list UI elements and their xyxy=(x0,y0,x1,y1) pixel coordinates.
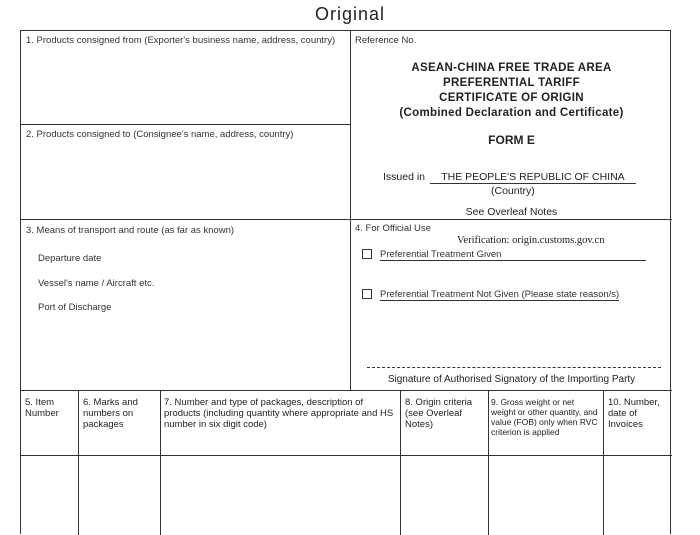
vessel-name-label: Vessel's name / Aircraft etc. xyxy=(38,278,155,289)
not-given-checkbox[interactable] xyxy=(362,289,372,299)
certificate-heading xyxy=(351,61,672,121)
document-title: Original xyxy=(314,4,386,24)
box1-label: 1. Products consigned from (Exporter's business name, address, country) xyxy=(26,35,336,46)
heading-line-2: PREFERENTIAL TARIFF xyxy=(443,77,580,89)
divider-middle-lower xyxy=(21,390,672,391)
col-divider-2 xyxy=(160,390,161,535)
heading-line-1: ASEAN-CHINA FREE TRADE AREA xyxy=(411,62,612,74)
col-header-weight-value: 9. Gross weight or net weight or other quantity, and value (FOB) only when RVC criterion is applied xyxy=(491,397,598,437)
form-e-label: FORM E xyxy=(488,133,535,147)
col-header-item-number: 5. Item Number xyxy=(25,397,59,419)
heading-line-4: (Combined Declaration and Certificate) xyxy=(399,107,624,119)
heading-line-3: CERTIFICATE OF ORIGIN xyxy=(439,92,584,104)
signature-line xyxy=(367,367,661,368)
col-divider-1 xyxy=(78,390,79,535)
not-given-label: Preferential Treatment Not Given (Please state reason/s) xyxy=(380,289,620,300)
given-checkbox[interactable] xyxy=(362,249,372,259)
verification-text: Verification: origin.customs.gov.cn xyxy=(457,235,605,246)
divider-upper-middle xyxy=(21,219,672,220)
col-header-description: 7. Number and type of packages, description of products (including quantity where appropriate and HS number in six digit code) xyxy=(164,397,394,430)
issued-in-label: Issued in xyxy=(383,171,426,183)
signature-caption: Signature of Authorised Signatory of the Importing Party xyxy=(387,374,636,385)
col-divider-5 xyxy=(603,390,604,535)
departure-date-label: Departure date xyxy=(38,253,102,264)
certificate-form xyxy=(20,30,671,534)
col-header-invoices: 10. Number, date of Invoices xyxy=(608,397,660,430)
see-overleaf-notes: See Overleaf Notes xyxy=(465,206,558,218)
box2-label: 2. Products consigned to (Consignee's name, address, country) xyxy=(26,129,294,140)
country-caption: (Country) xyxy=(491,185,535,197)
issued-in-row xyxy=(383,171,663,184)
option-treatment-given xyxy=(362,249,646,261)
col-header-marks: 6. Marks and numbers on packages xyxy=(83,397,138,430)
col-divider-3 xyxy=(400,390,401,535)
box3-label: 3. Means of transport and route (as far as known) xyxy=(26,225,235,236)
given-label: Preferential Treatment Given xyxy=(380,249,646,261)
col-header-origin-criteria: 8. Origin criteria (see Overleaf Notes) xyxy=(405,397,473,430)
box4-label: 4. For Official Use xyxy=(355,223,431,234)
option-treatment-not-given xyxy=(362,289,619,301)
divider-box1-box2 xyxy=(21,124,350,125)
col-divider-4 xyxy=(488,390,489,535)
divider-column-headers xyxy=(21,455,672,456)
reference-label: Reference No. xyxy=(355,35,417,46)
issued-in-country: THE PEOPLE'S REPUBLIC OF CHINA xyxy=(430,171,636,184)
port-of-discharge-label: Port of Discharge xyxy=(38,302,112,313)
